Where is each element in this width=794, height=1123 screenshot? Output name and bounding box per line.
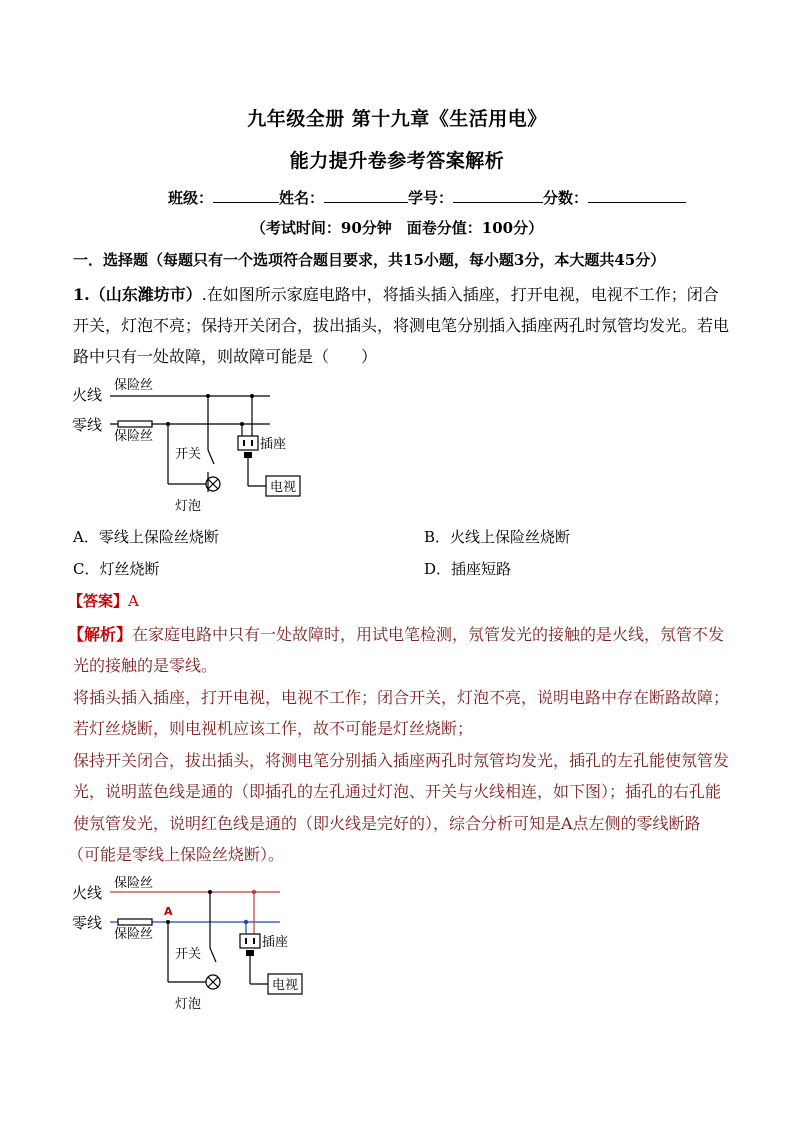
socket-label: 插座 [260,437,287,452]
option-d: D．插座短路 [424,560,512,578]
analysis-p1-line2: 光的接触的是零线。 [73,656,218,675]
tv-label-2: 电视 [272,978,299,993]
option-c: C．灯丝烧断 [73,560,160,578]
fuse-label-live: 保险丝 [114,378,154,393]
analysis-text-1: 在家庭电路中只有一处故障时，用试电笔检测，氖管发光的接触的是火线，氖管不发 [132,625,725,644]
section-heading: 一．选择题（每题只有一个选项符合题目要求，共15小题，每小题3分，本大题共45分） [73,251,666,269]
id-blank [453,187,543,203]
class-label: 班级： [168,189,214,207]
fuse-label-neutral-2: 保险丝 [114,927,154,942]
answer-tag: 【答案】 [68,592,129,610]
question-number: 1.（山东潍坊市） [73,285,202,304]
fuse-label-neutral: 保险丝 [114,429,154,444]
answer-value: A [128,592,139,610]
page-title: 九年级全册 第十九章《生活用电》 [247,108,547,130]
circuit-diagram-1 [70,372,310,517]
live-wire-label: 火线 [72,386,103,404]
analysis-tag: 【解析】 [68,625,133,644]
analysis-p1-line1 [68,622,724,645]
neutral-wire-label-2: 零线 [72,914,103,932]
point-a-label: A [164,905,173,918]
class-blank [213,187,279,203]
question-line-2: 开关，灯泡不亮；保持开关闭合，拔出插头，将测电笔分别插入插座两孔时氖管均发光。若电 [73,316,730,335]
page-subtitle: 能力提升卷参考答案解析 [289,150,505,172]
neutral-wire-label: 零线 [72,416,103,434]
analysis-p3-line3: 使氖管发光，说明红色线是通的（即火线是完好的），综合分析可知是A点左侧的零线断路 [73,814,701,833]
analysis-p3-line2: 光，说明蓝色线是通的（即插孔的左孔通过灯泡、开关与火线相连，如下图）；插孔的右孔能 [73,782,722,801]
switch-label: 开关 [175,447,202,462]
info-line [168,187,686,208]
score-blank [588,187,686,203]
question-text-1: .在如图所示家庭电路中，将插头插入插座，打开电视，电视不工作；闭合 [201,285,719,304]
socket-label-2: 插座 [262,935,289,950]
fuse-label-live-2: 保险丝 [114,876,154,891]
name-blank [324,187,408,203]
bulb-label-2: 灯泡 [175,997,202,1012]
analysis-p2-line1: 将插头插入插座，打开电视，电视不工作；闭合开关，灯泡不亮，说明电路中存在断路故障； [73,688,730,707]
analysis-p2-line2: 若灯丝烧断，则电视机应该工作，故不可能是灯丝烧断； [73,719,474,738]
switch-label-2: 开关 [175,947,202,962]
analysis-p3-line4: （可能是零线上保险丝烧断）。 [68,845,285,864]
name-label: 姓名： [279,189,325,207]
option-b: B．火线上保险丝烧断 [424,528,571,546]
score-label: 分数： [543,189,589,207]
exam-info: （考试时间：90分钟 面卷分值：100分） [250,219,544,237]
live-wire-label-2: 火线 [72,884,103,902]
question-line-1 [73,282,719,305]
id-label: 学号： [408,189,454,207]
option-a: A．零线上保险丝烧断 [73,528,219,546]
circuit-diagram-2 [70,868,310,1013]
question-line-3: 路中只有一处故障，则故障可能是（ ） [73,347,378,366]
answer-line [68,590,139,611]
analysis-p3-line1: 保持开关闭合，拔出插头，将测电笔分别插入插座两孔时氖管均发光，插孔的左孔能使氖管发 [73,751,730,770]
tv-label: 电视 [270,480,297,495]
bulb-label: 灯泡 [175,499,202,514]
